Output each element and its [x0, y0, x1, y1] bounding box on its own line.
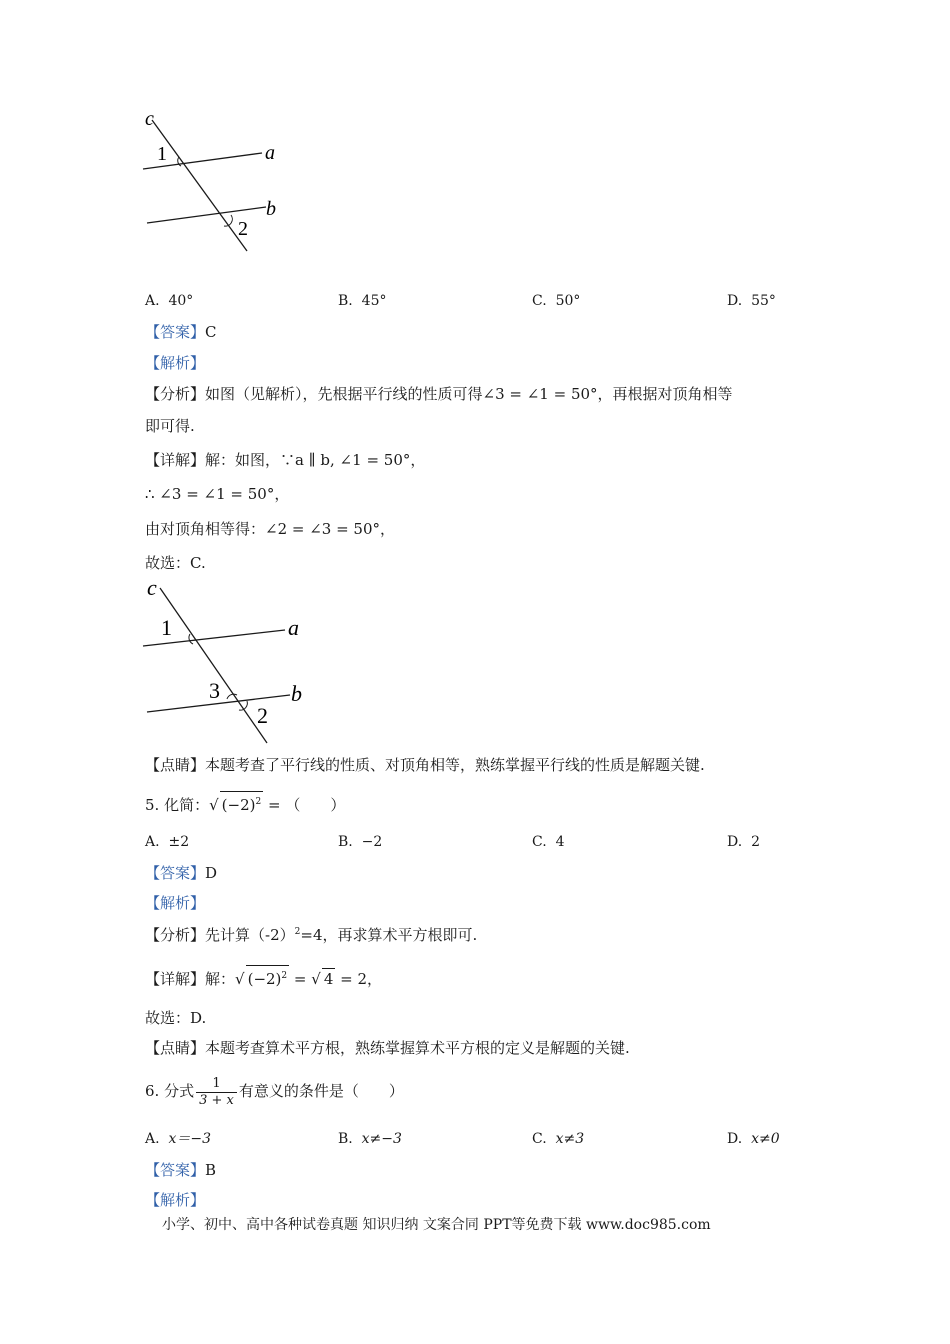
q5-choice: 故选：D. [145, 1009, 207, 1027]
q4-option-d: D. 55° [727, 293, 776, 309]
q5-analysis-heading: 【解析】 [145, 894, 206, 912]
label-b: b [291, 681, 302, 706]
label-2: 2 [238, 218, 248, 240]
q5-radicand: $(-2)^2$ [220, 791, 264, 815]
q5-answer: 【答案】D [145, 864, 218, 882]
q4-option-c: C. 50° [532, 293, 581, 309]
q5-xiangjie: 【详解】解：√ $(-2)^2$ = √ 4 = 2， [145, 965, 382, 989]
parallel-lines-figure-1 [135, 105, 295, 260]
q6-option-d: D. x≠0 [727, 1131, 780, 1147]
line-c [152, 120, 247, 251]
q6-fraction: $\frac{1}{3 + x}$ [196, 1076, 237, 1109]
page-footer: 小学、初中、高中各种试卷真题 知识归纳 文案合同 PPT等免费下载 www.doc985.com [162, 1217, 711, 1233]
q5-option-a: A. ±2 [145, 834, 190, 850]
label-c: c [145, 108, 154, 130]
q4-fenxi-cont: 即可得. [145, 417, 195, 435]
q6-option-a: A. x＝−3 [145, 1131, 212, 1147]
label-2: 2 [257, 703, 268, 728]
q6-option-b: B. x≠−3 [338, 1131, 402, 1147]
parallel-lines-figure-2 [135, 573, 315, 748]
q4-choice: 故选：C. [145, 554, 206, 572]
q6-answer: 【答案】B [145, 1161, 217, 1179]
q6-stem: 6. 分式 $\frac{1}{3 + x}$ 有意义的条件是（ ） [145, 1075, 404, 1108]
q5-stem: 5. 化简：√ $(-2)^2$ = （ ） [145, 791, 345, 815]
q5-option-b: B. −2 [338, 834, 383, 850]
q4-analysis-heading: 【解析】 [145, 354, 206, 372]
q4-xiangjie: 【详解】解：如图，∵a ∥ b, ∠1 = 50°， [145, 451, 426, 469]
line-b [147, 207, 266, 223]
label-b: b [266, 198, 276, 220]
label-a: a [265, 142, 275, 164]
q5-option-c: C. 4 [532, 834, 565, 850]
label-a: a [288, 615, 299, 640]
label-c: c [147, 575, 157, 600]
q6-analysis-heading: 【解析】 [145, 1191, 206, 1209]
q4-option-b: B. 45° [338, 293, 387, 309]
q5-xiangjie-radicand: $(-2)^2$ [246, 965, 290, 989]
q4-fenxi: 【分析】如图（见解析），先根据平行线的性质可得∠3 = ∠1 = 50°，再根据对顶角相等 [145, 385, 733, 403]
q4-option-a: A. 40° [145, 293, 194, 309]
label-1: 1 [161, 615, 172, 640]
q5-option-d: D. 2 [727, 834, 761, 850]
q6-option-c: C. x≠3 [532, 1131, 585, 1147]
q5-dianjing: 【点睛】本题考查算术平方根，熟练掌握算术平方根的定义是解题的关键. [145, 1039, 630, 1057]
q4-step-2: ∴ ∠3 = ∠1 = 50°， [145, 485, 290, 503]
q4-answer: 【答案】C [145, 323, 217, 341]
q4-step-3: 由对顶角相等得：∠2 = ∠3 = 50°， [145, 520, 396, 538]
label-3: 3 [209, 678, 220, 703]
q4-dianjing: 【点睛】本题考查了平行线的性质、对顶角相等，熟练掌握平行线的性质是解题关键. [145, 756, 705, 774]
q5-fenxi: 【分析】先计算$(-2)^2=4$，再求算术平方根即可. [145, 926, 478, 944]
label-1: 1 [157, 143, 167, 165]
line-c [160, 588, 267, 743]
